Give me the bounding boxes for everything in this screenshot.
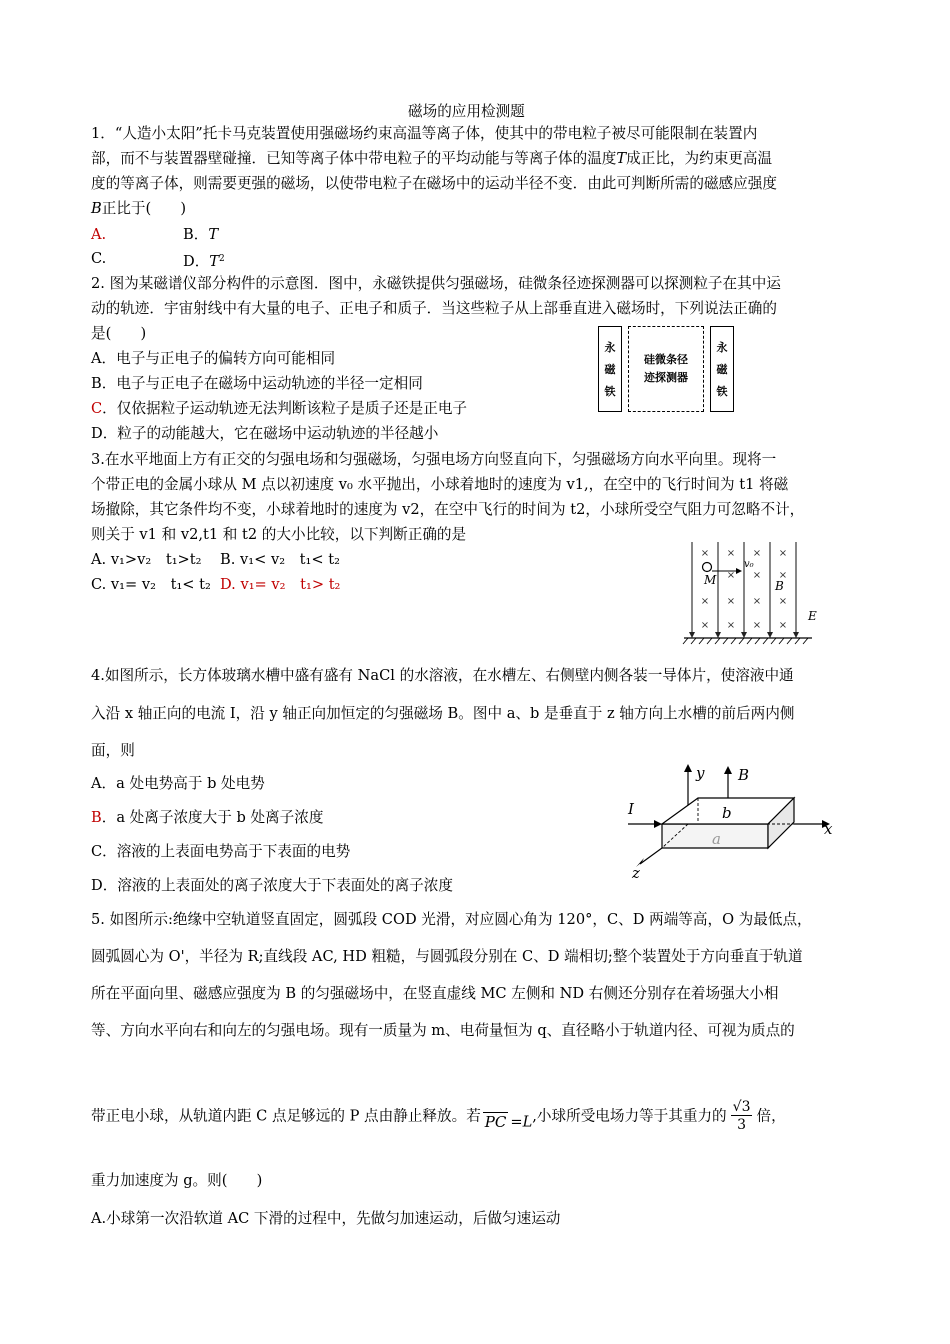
q3-option-b: B. v₁< v₂ t₁< t₂ bbox=[220, 551, 340, 568]
spectrometer-figure bbox=[596, 324, 738, 416]
left-magnet: 永 磁 铁 bbox=[598, 326, 622, 412]
q5-line-1: 5. 如图所示:绝缘中空轨道竖直固定，圆弧段 COD 光滑，对应圆心角为 120°，C、D 两端等高，O 为最低点， bbox=[91, 911, 812, 928]
field-figure bbox=[680, 536, 830, 652]
q4-option-c: C．溶液的上表面电势高于下表面的电势 bbox=[91, 843, 351, 860]
right-magnet: 永 磁 铁 bbox=[710, 326, 734, 412]
q3-line-2: 个带正电的金属小球从 M 点以初速度 v₀ 水平抛出，小球着地时的速度为 v1,，在空中的飞行时间为 t1 将磁 bbox=[91, 476, 789, 493]
svg-text:×: × bbox=[700, 548, 710, 559]
q1-line-2: 部，而不与装置器壁碰撞．已知等离子体中带电粒子的平均动能与等离子体的温度T成正比，为约束更高温 bbox=[91, 150, 773, 167]
q3-option-d: D. v₁= v₂ t₁> t₂ bbox=[220, 576, 341, 593]
q5-line-5: 带正电小球，从轨道内距 C 点足够远的 P 点由静止释放。若 PC =L,小球所受电场力等于其重力的 $\frac{√3}{3}$ 倍， bbox=[91, 1099, 786, 1133]
q4-option-b: B．a 处离子浓度大于 b 处离子浓度 bbox=[91, 809, 324, 826]
svg-text:×: × bbox=[778, 548, 788, 559]
q4-option-d: D．溶液的上表面处的离子浓度大于下表面处的离子浓度 bbox=[91, 877, 453, 894]
svg-text:×: × bbox=[778, 570, 788, 581]
current-label: I bbox=[628, 800, 634, 818]
b-field-label: B bbox=[775, 579, 784, 593]
q1-option-d: D．$T^2$ bbox=[183, 253, 225, 270]
q3-option-c: C. v₁= v₂ t₁< t₂ bbox=[91, 576, 211, 593]
svg-text:×: × bbox=[726, 620, 736, 631]
tank-figure bbox=[618, 760, 840, 886]
q4-line-1: 4.如图所示，长方体玻璃水槽中盛有盛有 NaCl 的水溶液，在水槽左、右侧壁内侧各装一导体片，使溶液中通 bbox=[91, 667, 794, 684]
q2-line-1: 2. 图为某磁谱仪部分构件的示意图．图中，永磁铁提供匀强磁场，硅微条径迹探测器可以探测粒子在其中运 bbox=[91, 275, 781, 292]
q2-option-c: C．仅依据粒子运动轨迹无法判断该粒子是质子还是正电子 bbox=[91, 400, 468, 417]
q2-option-b: B．电子与正电子在磁场中运动轨迹的半径一定相同 bbox=[91, 375, 423, 392]
silicon-detector: 硅微条径 迹探测器 bbox=[628, 326, 704, 412]
y-axis-label: y bbox=[696, 764, 705, 782]
x-axis-label: x bbox=[824, 820, 833, 838]
svg-text:×: × bbox=[726, 548, 736, 559]
q2-line-2: 动的轨迹．宇宙射线中有大量的电子、正电子和质子．当这些粒子从上部垂直进入磁场时，下列说法正确的 bbox=[91, 300, 777, 317]
q5-line-4: 等、方向水平向右和向左的匀强电场。现有一质量为 m、电荷量恒为 q、直径略小于轨道内径、可视为质点的 bbox=[91, 1022, 795, 1039]
q4-option-a: A．a 处电势高于 b 处电势 bbox=[91, 775, 265, 792]
q5-line-3: 所在平面向里、磁感应强度为 B 的匀强磁场中，在竖直虚线 MC 左侧和 ND 右侧还分别存在着场强大小相 bbox=[91, 985, 779, 1002]
q1-option-a: A. bbox=[91, 226, 107, 243]
q1-line-4: B正比于( ) bbox=[91, 200, 187, 217]
q1-line-3: 度的等离子体，则需要更强的磁场，以使带电粒子在磁场中的运动半径不变．由此可判断所需的磁感应强度 bbox=[91, 175, 777, 192]
q3-option-a: A. v₁>v₂ t₁>t₂ bbox=[91, 551, 202, 568]
q1-option-c: C. bbox=[91, 250, 107, 267]
svg-text:×: × bbox=[778, 620, 788, 631]
e-field-label: E bbox=[808, 609, 817, 623]
q1-line-1: 1．“人造小太阳”托卡马克装置使用强磁场约束高温等离子体，使其中的带电粒子被尽可能限制在装置内 bbox=[91, 125, 758, 142]
q2-option-d: D．粒子的动能越大，它在磁场中运动轨迹的半径越小 bbox=[91, 425, 439, 442]
face-a-label: a bbox=[712, 830, 721, 848]
face-b-label: b bbox=[722, 804, 732, 822]
b-label: B bbox=[738, 766, 750, 784]
q3-line-4: 则关于 v1 和 v2,t1 和 t2 的大小比较，以下判断正确的是 bbox=[91, 526, 467, 543]
q5-line-7: A.小球第一次沿软道 AC 下滑的过程中，先做匀加速运动，后做匀速运动 bbox=[91, 1210, 561, 1227]
v0-label: v₀ bbox=[744, 559, 754, 570]
q5-line-2: 圆弧圆心为 O'，半径为 R;直线段 AC, HD 粗糙，与圆弧段分别在 C、D 端相切;整个装置处于方向垂直于轨道 bbox=[91, 948, 803, 965]
z-axis-label: z bbox=[632, 864, 640, 882]
page-title: 磁场的应用检测题 bbox=[408, 103, 525, 120]
svg-text:×: × bbox=[700, 596, 710, 607]
svg-text:×: × bbox=[752, 620, 762, 631]
q5-line-6: 重力加速度为 g。则( ) bbox=[91, 1172, 263, 1189]
svg-text:×: × bbox=[726, 570, 736, 581]
svg-text:×: × bbox=[778, 596, 788, 607]
svg-text:×: × bbox=[752, 548, 762, 559]
svg-text:×: × bbox=[700, 620, 710, 631]
q1-option-b: B．T bbox=[183, 226, 219, 243]
svg-text:×: × bbox=[752, 570, 762, 581]
svg-text:×: × bbox=[726, 596, 736, 607]
q2-line-3: 是( ) bbox=[91, 325, 147, 342]
point-m-label: M bbox=[704, 573, 717, 587]
q3-line-1: 3.在水平地面上方有正交的匀强电场和匀强磁场，匀强电场方向竖直向下，匀强磁场方向水平向里。现将一 bbox=[91, 451, 777, 468]
q4-line-3: 面，则 bbox=[91, 742, 135, 759]
q3-line-3: 场撤除，其它条件均不变，小球着地时的速度为 v2，在空中飞行的时间为 t2，小球所受空气阻力可忽略不计， bbox=[91, 501, 805, 518]
svg-text:×: × bbox=[752, 596, 762, 607]
q4-line-2: 入沿 x 轴正向的电流 I，沿 y 轴正向加恒定的匀强磁场 B。图中 a、b 是垂直于 z 轴方向上水槽的前后两内侧 bbox=[91, 705, 795, 722]
q2-option-a: A．电子与正电子的偏转方向可能相同 bbox=[91, 350, 336, 367]
